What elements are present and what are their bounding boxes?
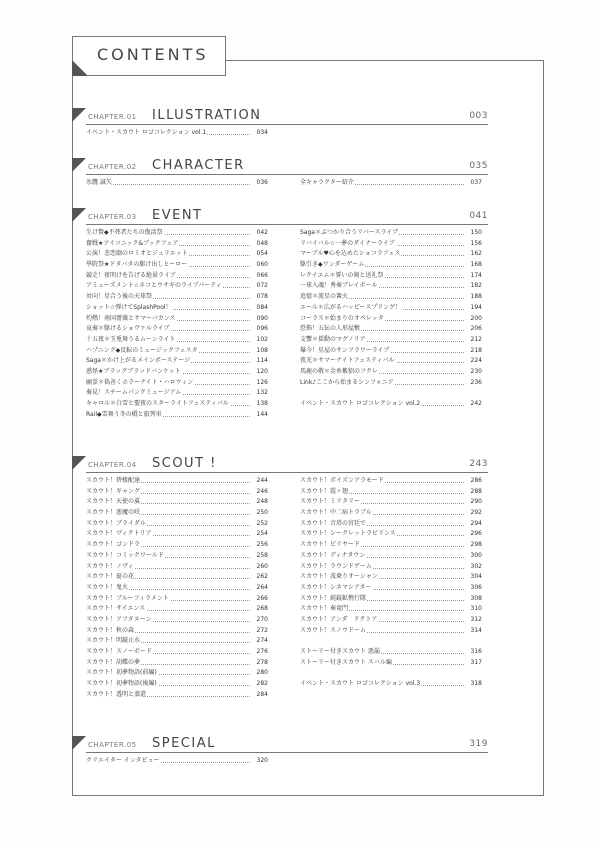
entry-page: 318 — [470, 679, 482, 690]
entry-title: スカウト！透明と蒸還 — [86, 690, 147, 701]
chapter-label: CHAPTER.03 — [88, 213, 137, 221]
entry-title: スカウト！純鏡鉱携行隊 — [300, 594, 367, 605]
entry-page: 168 — [470, 260, 482, 271]
toc-entry[interactable] — [86, 487, 268, 498]
toc-column-left — [86, 178, 268, 189]
chapter-marker — [72, 456, 86, 470]
entry-page: 212 — [470, 335, 482, 346]
toc-entry[interactable] — [86, 529, 268, 540]
entry-page: 286 — [470, 476, 482, 487]
toc-entry[interactable] — [300, 551, 482, 562]
entry-title: スカウト！ブライダル — [86, 519, 147, 530]
entry-page: 236 — [470, 378, 482, 389]
entry-title: コーラス＊始まりのオペレッタ — [300, 314, 385, 325]
toc-entry[interactable] — [86, 658, 268, 669]
toc-entry[interactable] — [86, 626, 268, 637]
entry-title: 灼熱！南国薔薇とサマーバカンス — [86, 314, 177, 325]
entry-page: 048 — [256, 239, 268, 250]
toc-entry[interactable] — [300, 519, 482, 530]
toc-entry[interactable] — [86, 668, 268, 679]
corner-triangle — [72, 60, 88, 76]
chapter-name: CHARACTER — [152, 158, 245, 173]
entry-title: スカウト！スノーボード — [86, 647, 153, 658]
entry-page: 304 — [470, 572, 482, 583]
toc-entry[interactable] — [86, 178, 268, 189]
entry-page: 182 — [470, 281, 482, 292]
entry-title: スカウト！ポイズンアラモード — [300, 476, 385, 487]
entry-page: 246 — [256, 487, 268, 498]
entry-title: キャロル＊白雪と聖夜のスターライトフェスティバル — [86, 399, 230, 410]
entry-title: スカウト！悪魔の咲 — [86, 508, 141, 519]
chapter-label: CHAPTER.05 — [88, 741, 137, 749]
toc-entry[interactable] — [86, 497, 268, 508]
toc-entry[interactable] — [300, 292, 482, 303]
entry-page: 252 — [256, 519, 268, 530]
entry-page: 260 — [256, 562, 268, 573]
entry-title: スカウト！アンダ ドクトア — [300, 615, 378, 626]
entry-page: 292 — [470, 508, 482, 519]
toc-entry[interactable] — [86, 281, 268, 292]
entry-page: 096 — [256, 324, 268, 335]
chapter-rule — [86, 224, 488, 225]
toc-entry[interactable] — [86, 303, 268, 314]
toc-entry[interactable] — [86, 647, 268, 658]
chapter-marker — [72, 158, 86, 172]
toc-entry[interactable] — [86, 356, 268, 367]
entry-title: アミューズメント☆ネコとウサギのライブパーティ — [86, 281, 223, 292]
entry-title: スカウト！スノウドーム — [300, 626, 367, 637]
toc-entry[interactable] — [86, 690, 268, 701]
entry-title: ストーリー付きスカウト スバル編 — [300, 658, 393, 669]
chapter-rule — [86, 472, 488, 473]
chapter-header — [72, 160, 488, 176]
entry-page: 264 — [256, 583, 268, 594]
entry-title: スカウト！秋の森 — [86, 626, 135, 637]
toc-entry[interactable] — [300, 399, 482, 410]
entry-page: 090 — [256, 314, 268, 325]
toc-entry[interactable] — [86, 604, 268, 615]
entry-title: 支響＊揺動のマグノリア — [300, 335, 367, 346]
chapter-page: 319 — [469, 739, 488, 749]
entry-page: 274 — [256, 636, 268, 647]
entry-page: 276 — [256, 647, 268, 658]
entry-title: 公演！悲恋劇のロミオとジュリエット — [86, 249, 189, 260]
chapter-name: EVENT — [152, 208, 203, 223]
toc-entry[interactable] — [86, 594, 268, 605]
toc-entry[interactable] — [300, 281, 482, 292]
toc-entry[interactable] — [86, 508, 268, 519]
toc-entry[interactable] — [300, 679, 482, 690]
entry-page: 262 — [256, 572, 268, 583]
entry-page: 120 — [256, 367, 268, 378]
toc-column-left — [86, 756, 268, 767]
chapter-header — [72, 458, 488, 474]
entry-page: 036 — [256, 178, 268, 189]
toc-entry[interactable] — [300, 497, 482, 508]
entry-page: 270 — [256, 615, 268, 626]
entry-title: Saga＊かけ上がるメインポーステージ — [86, 356, 191, 367]
entry-page: 206 — [470, 324, 482, 335]
entry-page: 258 — [256, 551, 268, 562]
toc-entry[interactable] — [300, 476, 482, 487]
entry-page: 037 — [470, 178, 482, 189]
toc-entry[interactable] — [300, 314, 482, 325]
entry-title: 爆今！星屋のサンフラワーライブ — [300, 346, 390, 357]
toc-entry[interactable] — [300, 335, 482, 346]
entry-page: 126 — [256, 378, 268, 389]
toc-gap — [300, 636, 482, 647]
entry-title: イベント・スカウト ロゴコレクション vol.2 — [300, 399, 421, 410]
chapter-rule — [86, 124, 488, 125]
chapter-name: ILLUSTRATION — [152, 108, 262, 123]
entry-title: スカウト！ヴィクトリア — [86, 529, 153, 540]
entry-page: 278 — [256, 658, 268, 669]
entry-page: 256 — [256, 540, 268, 551]
entry-page: 306 — [470, 583, 482, 594]
entry-title: 氷鷹 誠矢 — [86, 178, 113, 189]
entry-page: 066 — [256, 271, 268, 282]
entry-title: ショット☆弾けてSplashPool！ — [86, 303, 173, 314]
toc-entry[interactable] — [86, 551, 268, 562]
entry-title: 馬鹿の敬＊金糸紫貂のフクレ — [300, 367, 379, 378]
toc-entry[interactable] — [300, 378, 482, 389]
entry-page: 114 — [256, 356, 268, 367]
toc-entry[interactable] — [300, 562, 482, 573]
entry-title: 駆引き◆ワンダーゲーム — [300, 260, 365, 271]
entry-title: 夜光＊サマーナイトフェスティバル — [300, 356, 396, 367]
toc-column-left — [86, 228, 268, 420]
chapter-header — [72, 738, 488, 754]
toc-entry[interactable] — [86, 378, 268, 389]
entry-page: 230 — [470, 367, 482, 378]
chapter-marker — [72, 108, 86, 122]
entry-title: 恐怖！五伝の人形屋敷 — [300, 324, 361, 335]
toc-entry[interactable] — [86, 636, 268, 647]
entry-title: スカウト！夏の花 — [86, 572, 135, 583]
entry-title: スカウト！胡蝶の夢 — [86, 658, 141, 669]
entry-title: スカウト！ディナタウン — [300, 551, 366, 562]
entry-page: 054 — [256, 249, 268, 260]
chapter-page: 041 — [469, 211, 488, 221]
entry-page: 282 — [256, 679, 268, 690]
entry-title: イベント・スカウト ロゴコレクション vol.3 — [300, 679, 421, 690]
toc-entry[interactable] — [300, 508, 482, 519]
toc-entry[interactable] — [86, 583, 268, 594]
toc-entry[interactable] — [86, 346, 268, 357]
entry-title: スカウト！コミックワールド — [86, 551, 165, 562]
entry-page: 144 — [256, 410, 268, 421]
toc-entry[interactable] — [300, 249, 482, 260]
toc-entry[interactable] — [300, 626, 482, 637]
toc-entry[interactable] — [86, 249, 268, 260]
entry-title: 生け贄◆不死者たちの復活祭 — [86, 228, 164, 239]
entry-title: スカウト！音塔の宮廷で — [300, 519, 367, 530]
toc-entry[interactable] — [300, 572, 482, 583]
entry-title: スカウト！ノヴィ — [86, 562, 135, 573]
entry-title: スカウト！ラウンドゲーム — [300, 562, 373, 573]
chapter-marker — [72, 208, 86, 222]
toc-entry[interactable] — [86, 388, 268, 399]
entry-page: 316 — [470, 647, 482, 658]
entry-page: 312 — [470, 615, 482, 626]
toc-entry[interactable] — [86, 292, 268, 303]
chapter-rule — [86, 174, 488, 175]
chapter-page: 003 — [469, 111, 488, 121]
entry-title: リバイバル☆一夢のダイナーライブ — [300, 239, 396, 250]
entry-title: 學院祭★ドタバタの駆け出しヒーロー — [86, 260, 188, 271]
entry-page: 072 — [256, 281, 268, 292]
entry-page: 060 — [256, 260, 268, 271]
entry-page: 250 — [256, 508, 268, 519]
entry-page: 272 — [256, 626, 268, 637]
entry-page: 244 — [256, 476, 268, 487]
toc-entry[interactable] — [300, 540, 482, 551]
toc-column-left — [86, 476, 268, 700]
entry-title: Link♪ここから始まるシンフォニア — [300, 378, 395, 389]
toc-entry[interactable] — [86, 562, 268, 573]
entry-title: マーブル♥心を込めたショコラフェス — [300, 249, 401, 260]
entry-title: スカウト！ギャング — [86, 487, 141, 498]
entry-title: 幽霊＊偽善くホラーナイト・ハロウィン — [86, 378, 194, 389]
entry-page: 248 — [256, 497, 268, 508]
entry-page: 242 — [470, 399, 482, 410]
toc-entry[interactable] — [300, 239, 482, 250]
toc-entry[interactable] — [300, 260, 482, 271]
entry-title: スカウト！初夢物語(前編) — [86, 668, 158, 679]
entry-title: 追憶＊流星の篝火 — [300, 292, 349, 303]
entry-page: 254 — [256, 529, 268, 540]
chapter-header — [72, 210, 488, 226]
entry-page: 034 — [256, 128, 268, 139]
entry-page: 314 — [470, 626, 482, 637]
toc-gap — [300, 668, 482, 679]
chapter-header — [72, 110, 488, 126]
entry-title: スカウト！天使の翼 — [86, 497, 141, 508]
entry-page: 302 — [470, 562, 482, 573]
chapter-rule — [86, 752, 488, 753]
toc-entry[interactable] — [300, 583, 482, 594]
toc-entry[interactable] — [300, 367, 482, 378]
entry-title: Rail◆雪舞う冬の橋と旅列車 — [86, 410, 163, 421]
entry-title: スカウト！サイエンス — [86, 604, 146, 615]
entry-page: 294 — [470, 519, 482, 530]
toc-entry[interactable] — [300, 271, 482, 282]
entry-title: スカウト！ゴンドラ — [86, 540, 141, 551]
toc-entry[interactable] — [300, 529, 482, 540]
entry-page: 317 — [470, 658, 482, 669]
toc-entry[interactable] — [86, 367, 268, 378]
chapter-name: SPECIAL — [152, 736, 216, 751]
entry-title: スカウト！波乗りオーシャン — [300, 572, 379, 583]
entry-title: スカウト！ビリヤード — [300, 540, 361, 551]
page-title: CONTENTS — [97, 45, 209, 64]
entry-page: 156 — [470, 239, 482, 250]
toc-entry[interactable] — [86, 399, 268, 410]
entry-title: スカウト！中二病トラブル — [300, 508, 373, 519]
toc-entry[interactable] — [86, 615, 268, 626]
entry-page: 284 — [256, 690, 268, 701]
entry-page: 174 — [470, 271, 482, 282]
entry-title: 奮戦★アイコニック&ブックフェア — [86, 239, 179, 250]
contents-box — [72, 36, 226, 76]
entry-title: 奏晃！スチームパンクミュージアム — [86, 388, 182, 399]
toc-entry[interactable] — [300, 487, 482, 498]
entry-page: 288 — [470, 487, 482, 498]
chapter-name: SCOUT ! — [152, 456, 217, 471]
entry-page: 188 — [470, 292, 482, 303]
toc-entry[interactable] — [300, 303, 482, 314]
entry-page: 162 — [470, 249, 482, 260]
toc-entry[interactable] — [86, 228, 268, 239]
entry-page: 084 — [256, 303, 268, 314]
entry-title: スカウト！シークレットラビリンス — [300, 529, 397, 540]
entry-page: 194 — [470, 303, 482, 314]
toc-entry[interactable] — [300, 604, 482, 615]
entry-title: イベント・スカウト ロゴコレクション vol.1 — [86, 128, 207, 139]
entry-title: スカウト！奏竜門 — [300, 604, 349, 615]
toc-entry[interactable] — [300, 324, 482, 335]
entry-title: スカウト！鬼火 — [86, 583, 129, 594]
toc-entry[interactable] — [300, 615, 482, 626]
toc-entry[interactable] — [300, 356, 482, 367]
entry-title: スカウト！初夢物語(後編) — [86, 679, 158, 690]
entry-title: 哀奏＊駆けるショヴァルライブ — [86, 324, 170, 335]
entry-page: 200 — [470, 314, 482, 325]
entry-page: 290 — [470, 497, 482, 508]
entry-title: スカウト！ブルーフィラメント — [86, 594, 170, 605]
toc-entry[interactable] — [86, 271, 268, 282]
entry-page: 042 — [256, 228, 268, 239]
toc-column-right — [300, 476, 482, 690]
entry-page: 108 — [256, 346, 268, 357]
entry-page: 310 — [470, 604, 482, 615]
entry-page: 138 — [256, 399, 268, 410]
entry-title: スカウト！霞ヶ翅 — [300, 487, 349, 498]
entry-title: スカウト！ミリタリー — [300, 497, 361, 508]
entry-title: ハプニング◆反転のミュージックフェスタ — [86, 346, 199, 357]
toc-entry[interactable] — [86, 324, 268, 335]
entry-title: 十五夜＊玉兎舞うるムーンライト — [86, 335, 176, 346]
toc-entry[interactable] — [86, 128, 268, 139]
toc-entry[interactable] — [86, 410, 268, 421]
toc-entry[interactable] — [86, 335, 268, 346]
entry-title: スカウト！明鏡止水 — [86, 636, 141, 647]
entry-page: 132 — [256, 388, 268, 399]
entry-title: 全キャラクター紹介 — [300, 178, 355, 189]
entry-page: 268 — [256, 604, 268, 615]
entry-title: 競走！夜明けを告げる絶景ライブ — [86, 271, 177, 282]
entry-title: スカウト！シネマシアター — [300, 583, 372, 594]
toc-entry[interactable] — [86, 476, 268, 487]
toc-entry[interactable] — [86, 260, 268, 271]
entry-page: 078 — [256, 292, 268, 303]
toc-entry[interactable] — [86, 679, 268, 690]
toc-entry[interactable] — [300, 594, 482, 605]
toc-column-right — [300, 178, 482, 189]
entry-title: エール＊広がるハッピースプリング！ — [300, 303, 402, 314]
toc-entry[interactable] — [300, 346, 482, 357]
entry-page: 218 — [470, 346, 482, 357]
entry-title: レクイエム＊誓いの剣と送礼祭 — [300, 271, 384, 282]
chapter-marker — [72, 736, 86, 750]
chapter-label: CHAPTER.02 — [88, 163, 137, 171]
toc-entry[interactable] — [86, 572, 268, 583]
entry-page: 224 — [470, 356, 482, 367]
entry-page: 308 — [470, 594, 482, 605]
entry-title: Saga＊ぶつかり合うリバースライブ — [300, 228, 399, 239]
entry-title: 対向！星合う後の天球祭 — [86, 292, 153, 303]
entry-page: 296 — [470, 529, 482, 540]
toc-entry[interactable] — [86, 314, 268, 325]
entry-page: 320 — [256, 756, 268, 767]
entry-title: クリエイター インタビュー — [86, 756, 161, 767]
toc-entry[interactable] — [86, 519, 268, 530]
entry-title: ストーリー付きスカウト 悪漏 — [300, 647, 381, 658]
entry-page: 280 — [256, 668, 268, 679]
entry-title: 一球入魂！秀奏ブレイボール — [300, 281, 378, 292]
entry-page: 300 — [470, 551, 482, 562]
chapter-label: CHAPTER.04 — [88, 461, 137, 469]
toc-entry[interactable] — [86, 756, 268, 767]
entry-title: スカウト！碧棲配達 — [86, 476, 141, 487]
chapter-label: CHAPTER.01 — [88, 113, 137, 121]
toc-gap — [300, 388, 482, 399]
toc-entry[interactable] — [86, 239, 268, 250]
chapter-page: 243 — [469, 459, 488, 469]
toc-column-left — [86, 128, 268, 139]
entry-page: 150 — [470, 228, 482, 239]
toc-column-right — [300, 228, 482, 410]
chapter-page: 035 — [469, 161, 488, 171]
entry-page: 266 — [256, 594, 268, 605]
toc-entry[interactable] — [300, 178, 482, 189]
entry-title: スカウト！アフタヌーン — [86, 615, 152, 626]
entry-page: 298 — [470, 540, 482, 551]
toc-entry[interactable] — [300, 658, 482, 669]
entry-title: 惑怪★ブラッグブラッドバンケット — [86, 367, 182, 378]
toc-entry[interactable] — [300, 228, 482, 239]
toc-entry[interactable] — [300, 647, 482, 658]
toc-entry[interactable] — [86, 540, 268, 551]
entry-page: 102 — [256, 335, 268, 346]
